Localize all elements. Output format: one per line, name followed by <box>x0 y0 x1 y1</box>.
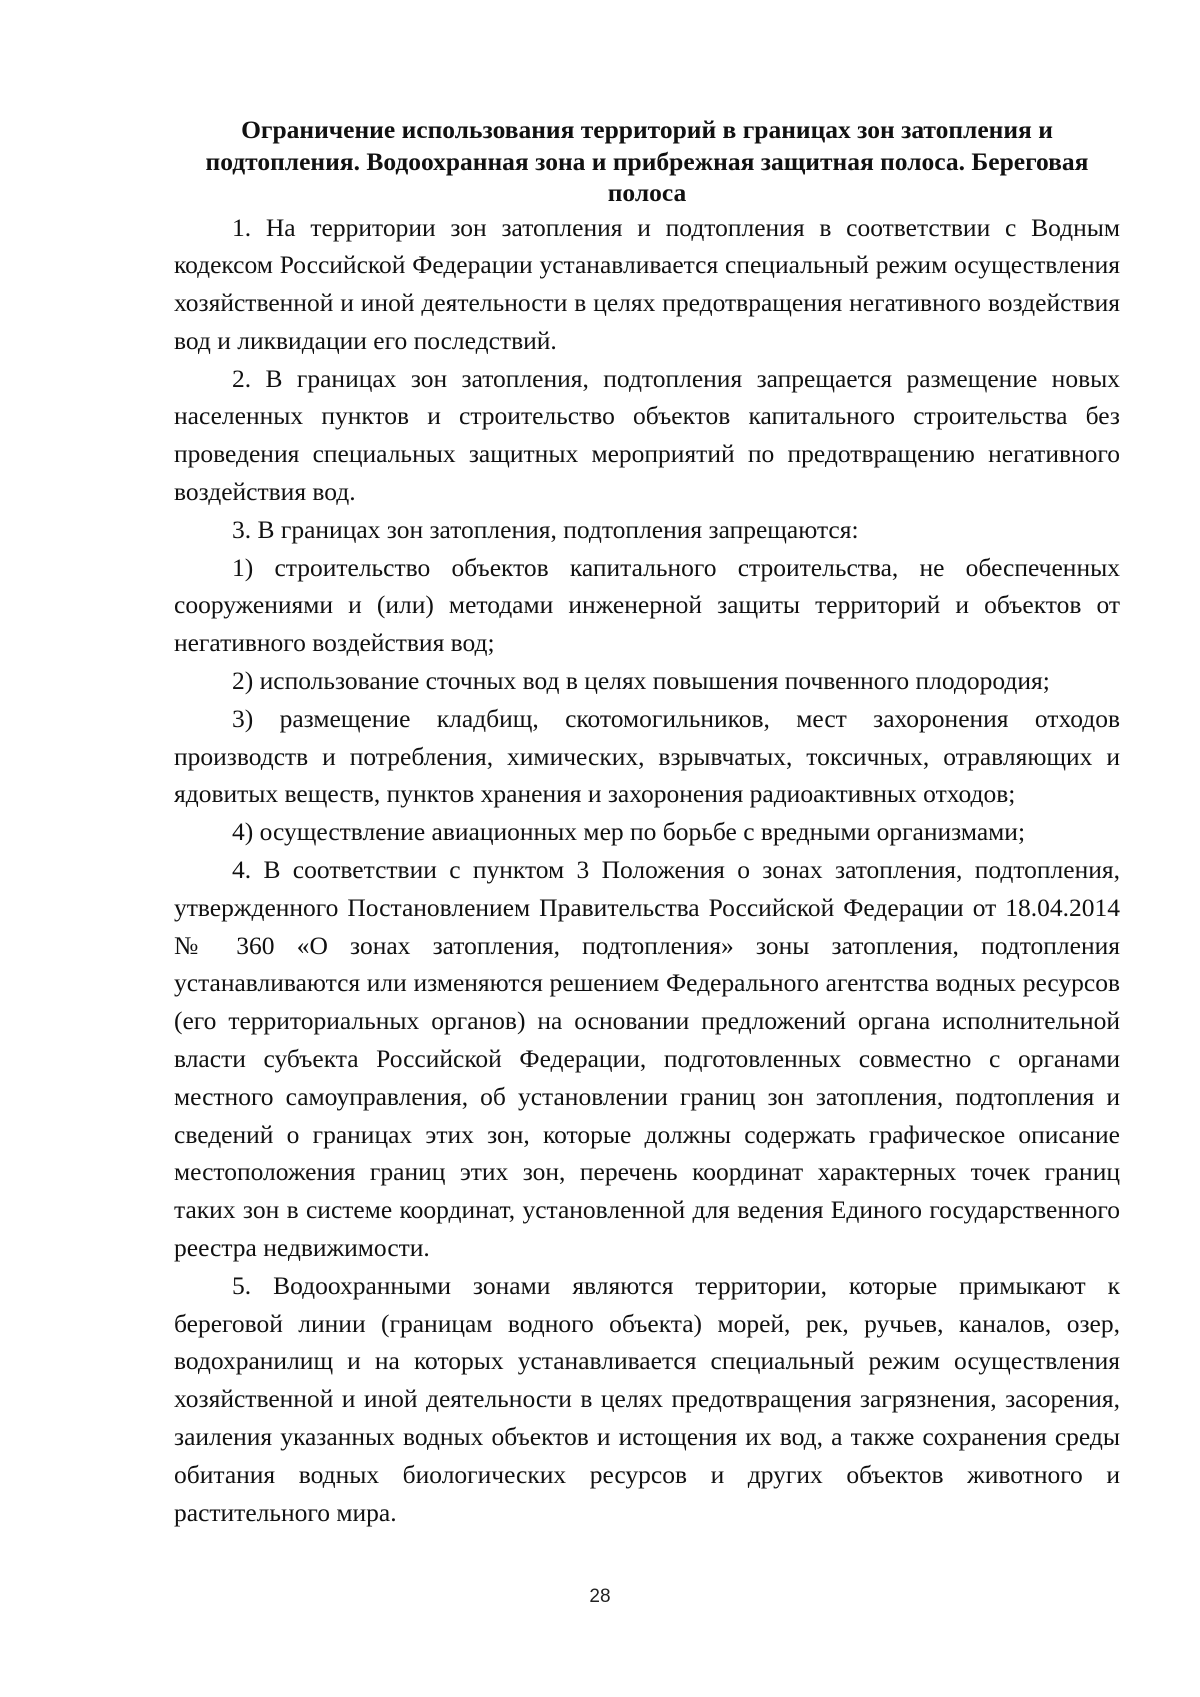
section-title: Ограничение использования территорий в границах зон затопления и подтопления. Водоохранная зона и прибрежная защитная полоса. Береговая полоса <box>205 115 1089 207</box>
page-content <box>174 114 1120 1531</box>
paragraph-1: 1. На территории зон затопления и подтопления в соответствии с Водным кодексом Российской Федерации устанавливается специальный режим осуществления хозяйственной и иной деятельности в целях предотвращения негативного воздействия вод и ликвидации его последствий. <box>174 212 1120 355</box>
page-number: 28 <box>589 1586 611 1607</box>
list-item-4: 4) осуществление авиационных мер по борьбе с вредными организмами; <box>232 817 1026 847</box>
paragraph-2: 2. В границах зон затопления, подтопления запрещается размещение новых населенных пунктов и строительство объектов капитального строительства без проведения специальных защитных мероприятий по предотвращению негативного воздействия вод. <box>174 363 1120 507</box>
paragraph-4: 4. В соответствии с пунктом 3 Положения о зонах затопления, подтопления, утвержденного Постановлением Правительства Российской Федерации от 18.04.2014 № 360 «О зонах затопления, подтопления» зоны затопления, подтопления устанавливаются или изменяются решением Федерального агентства водных ресурсов (его территориальных органов) на основании предложений органа исполнительной власти субъекта Российской Федерации, подготовленных совместно с органами местного самоуправления, об установлении границ зон затопления, подтопления и сведений о границах этих зон, которые должны содержать графическое описание местоположения границ этих зон, перечень координат характерных точек границ таких зон в системе координат, установленной для ведения Единого государственного реестра недвижимости. <box>174 855 1120 1263</box>
paragraph-5: 5. Водоохранными зонами являются территории, которые примыкают к береговой линии (границам водного объекта) морей, рек, ручьев, каналов, озер, водохранилищ и на которых устанавливается специальный режим осуществления хозяйственной и иной деятельности в целях предотвращения загрязнения, засорения, заиления указанных водных объектов и истощения их вод, а также сохранения среды обитания водных биологических ресурсов и других объектов животного и растительного мира. <box>174 1270 1120 1527</box>
list-item-3: 3) размещение кладбищ, скотомогильников, мест захоронения отходов производств и потребления, химических, взрывчатых, токсичных, отравляющих и ядовитых веществ, пунктов хранения и захоронения радиоактивных отходов; <box>174 703 1120 809</box>
list-item-1: 1) строительство объектов капитального строительства, не обеспеченных сооружениями и (или) методами инженерной защиты территорий и объектов от негативного воздействия вод; <box>174 552 1120 658</box>
paragraph-3: 3. В границах зон затопления, подтопления запрещаются: <box>232 514 859 544</box>
list-item-2: 2) использование сточных вод в целях повышения почвенного плодородия; <box>232 666 1050 696</box>
